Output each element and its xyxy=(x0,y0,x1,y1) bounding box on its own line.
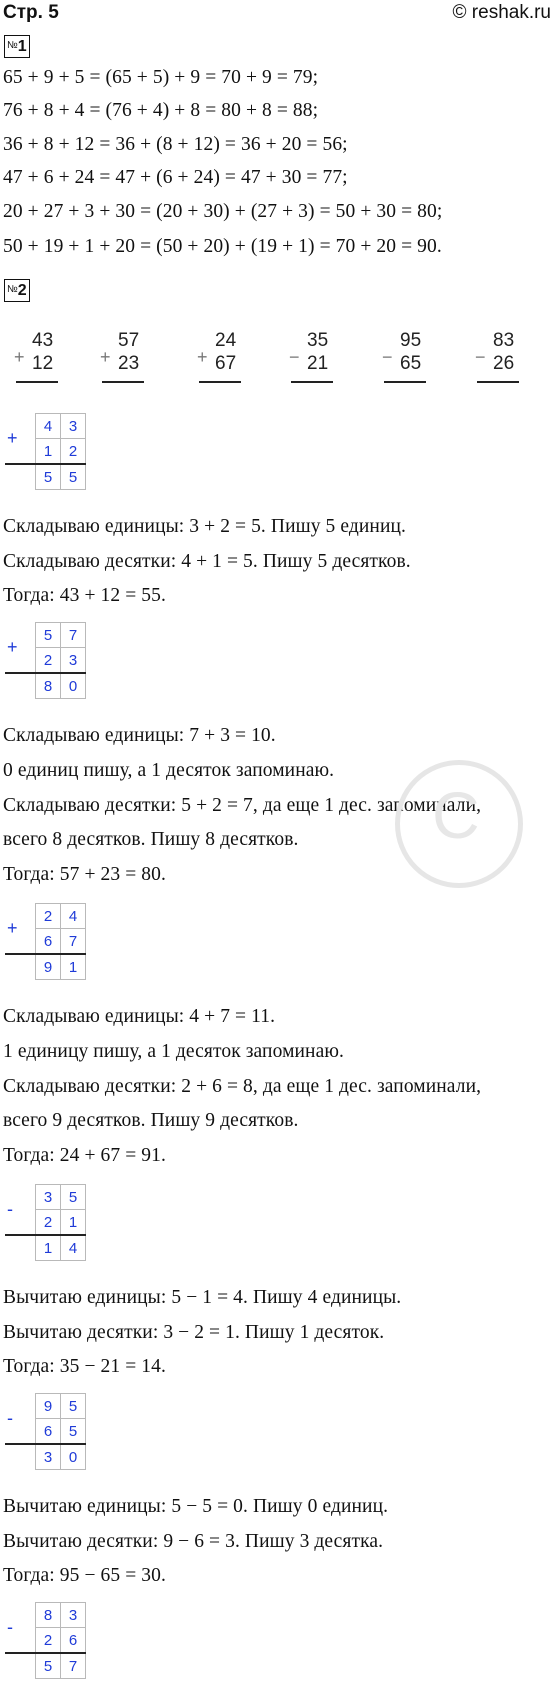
result-digit: 5 xyxy=(36,464,61,490)
second-number: 67 xyxy=(215,353,237,374)
site-credit: © reshak.ru xyxy=(452,2,551,23)
digit-cell: 5 xyxy=(61,1419,86,1445)
digit-cell: 6 xyxy=(36,929,61,955)
explanation-line: всего 8 десятков. Пишу 8 десятков. xyxy=(3,829,299,850)
operator-sign: + xyxy=(7,636,18,657)
first-number: 83 xyxy=(493,330,515,351)
task-1-line: 50 + 19 + 1 + 20 = (50 + 20) + (19 + 1) = 70 + 20 = 90. xyxy=(3,236,442,257)
second-number: 65 xyxy=(400,353,422,374)
explanation-line: Тогда: 95 − 65 = 30. xyxy=(3,1565,166,1586)
explanation-line: Складываю десятки: 5 + 2 = 7, да еще 1 дес. запоминали, xyxy=(3,795,482,816)
result-line xyxy=(199,381,241,383)
digit-cell: 4 xyxy=(36,414,61,439)
explanation-line: 1 единицу пишу, а 1 десяток запоминаю. xyxy=(3,1041,344,1062)
digit-cell: 1 xyxy=(61,1210,86,1236)
explanation-line: Вычитаю единицы: 5 − 5 = 0. Пишу 0 единиц. xyxy=(3,1496,389,1517)
result-digit: 8 xyxy=(36,673,61,699)
operator-sign: - xyxy=(7,1407,13,1428)
second-number: 12 xyxy=(32,353,54,374)
explanation-line: Тогда: 43 + 12 = 55. xyxy=(3,585,166,606)
task-2-label: №2 xyxy=(4,279,30,302)
digit-cell: 7 xyxy=(61,929,86,955)
digit-cell: 2 xyxy=(36,1210,61,1236)
operator-sign: - xyxy=(7,1198,13,1219)
result-digit: 1 xyxy=(61,954,86,980)
column-subtraction-grid xyxy=(5,1393,87,1474)
operator-sign: − xyxy=(382,347,393,367)
column-addition-grid xyxy=(5,622,87,703)
explanation-line: Тогда: 57 + 23 = 80. xyxy=(3,864,166,885)
digit-cell: 4 xyxy=(61,904,86,929)
digit-cell: 2 xyxy=(36,648,61,674)
operator-sign: + xyxy=(14,347,25,367)
digit-cell: 3 xyxy=(61,414,86,439)
digit-cell: 3 xyxy=(61,648,86,674)
operator-sign: - xyxy=(7,1616,13,1637)
page-number: Стр. 5 xyxy=(3,2,59,23)
operator-sign: − xyxy=(475,347,486,367)
explanation-line: Тогда: 24 + 67 = 91. xyxy=(3,1145,166,1166)
explanation-line: Вычитаю единицы: 5 − 1 = 4. Пишу 4 единицы. xyxy=(3,1287,402,1308)
result-line xyxy=(384,381,426,383)
digit-cell: 1 xyxy=(36,439,61,465)
column-example xyxy=(285,330,345,390)
digit-cell: 7 xyxy=(61,623,86,648)
digit-cell: 6 xyxy=(61,1628,86,1654)
second-number: 23 xyxy=(118,353,140,374)
digit-cell: 9 xyxy=(36,1394,61,1419)
result-digit: 0 xyxy=(61,673,86,699)
task-1-line: 20 + 27 + 3 + 30 = (20 + 30) + (27 + 3) = 50 + 30 = 80; xyxy=(3,201,443,222)
operator-sign: − xyxy=(289,347,300,367)
operator-sign: + xyxy=(100,347,111,367)
task-1-line: 76 + 8 + 4 = (76 + 4) + 8 = 80 + 8 = 88; xyxy=(3,100,319,121)
digit-cell: 2 xyxy=(36,1628,61,1654)
digit-cell: 3 xyxy=(36,1185,61,1210)
second-number: 21 xyxy=(307,353,329,374)
column-example xyxy=(10,330,70,390)
explanation-line: Складываю единицы: 3 + 2 = 5. Пишу 5 единиц. xyxy=(3,516,407,537)
result-digit: 5 xyxy=(61,464,86,490)
second-number: 26 xyxy=(493,353,515,374)
digit-cell: 3 xyxy=(61,1603,86,1628)
digit-cell: 5 xyxy=(61,1185,86,1210)
digit-cell: 5 xyxy=(61,1394,86,1419)
column-example xyxy=(378,330,438,390)
result-digit: 9 xyxy=(36,954,61,980)
explanation-line: Складываю десятки: 2 + 6 = 8, да еще 1 дес. запоминали, xyxy=(3,1076,482,1097)
digit-cell: 8 xyxy=(36,1603,61,1628)
column-addition-grid xyxy=(5,903,87,984)
copyright-watermark-icon xyxy=(395,760,523,888)
copyright-watermark-letter-icon: C xyxy=(432,778,480,852)
column-example xyxy=(471,330,531,390)
result-digit: 1 xyxy=(36,1235,61,1261)
result-line xyxy=(291,381,333,383)
first-number: 43 xyxy=(32,330,54,351)
digit-cell: 2 xyxy=(36,904,61,929)
operator-sign: + xyxy=(7,917,18,938)
explanation-line: Вычитаю десятки: 3 − 2 = 1. Пишу 1 десяток. xyxy=(3,1322,385,1343)
result-digit: 5 xyxy=(36,1653,61,1679)
explanation-line: Складываю десятки: 4 + 1 = 5. Пишу 5 десятков. xyxy=(3,551,411,572)
column-example xyxy=(96,330,156,390)
digit-cell: 2 xyxy=(61,439,86,465)
result-digit: 4 xyxy=(61,1235,86,1261)
task-1-line: 65 + 9 + 5 = (65 + 5) + 9 = 70 + 9 = 79; xyxy=(3,67,319,88)
column-subtraction-grid xyxy=(5,1184,87,1265)
result-line xyxy=(16,381,58,383)
task-1-line: 36 + 8 + 12 = 36 + (8 + 12) = 36 + 20 = 56; xyxy=(3,134,348,155)
result-digit: 0 xyxy=(61,1444,86,1470)
digit-cell: 5 xyxy=(36,623,61,648)
explanation-line: всего 9 десятков. Пишу 9 десятков. xyxy=(3,1110,299,1131)
first-number: 57 xyxy=(118,330,140,351)
explanation-line: Вычитаю десятки: 9 − 6 = 3. Пишу 3 десятка. xyxy=(3,1531,384,1552)
explanation-line: Тогда: 35 − 21 = 14. xyxy=(3,1356,166,1377)
result-line xyxy=(477,381,519,383)
task-1-line: 47 + 6 + 24 = 47 + (6 + 24) = 47 + 30 = 77; xyxy=(3,167,348,188)
first-number: 95 xyxy=(400,330,422,351)
task-1-label: №1 xyxy=(4,35,30,58)
first-number: 35 xyxy=(307,330,329,351)
first-number: 24 xyxy=(215,330,237,351)
result-line xyxy=(102,381,144,383)
operator-sign: + xyxy=(197,347,208,367)
explanation-line: Складываю единицы: 7 + 3 = 10. xyxy=(3,725,276,746)
result-digit: 7 xyxy=(61,1653,86,1679)
column-subtraction-grid xyxy=(5,1602,87,1683)
column-addition-grid xyxy=(5,413,87,494)
operator-sign: + xyxy=(7,427,18,448)
digit-cell: 6 xyxy=(36,1419,61,1445)
explanation-line: 0 единиц пишу, а 1 десяток запоминаю. xyxy=(3,760,335,781)
column-example xyxy=(193,330,253,390)
result-digit: 3 xyxy=(36,1444,61,1470)
explanation-line: Складываю единицы: 4 + 7 = 11. xyxy=(3,1006,276,1027)
